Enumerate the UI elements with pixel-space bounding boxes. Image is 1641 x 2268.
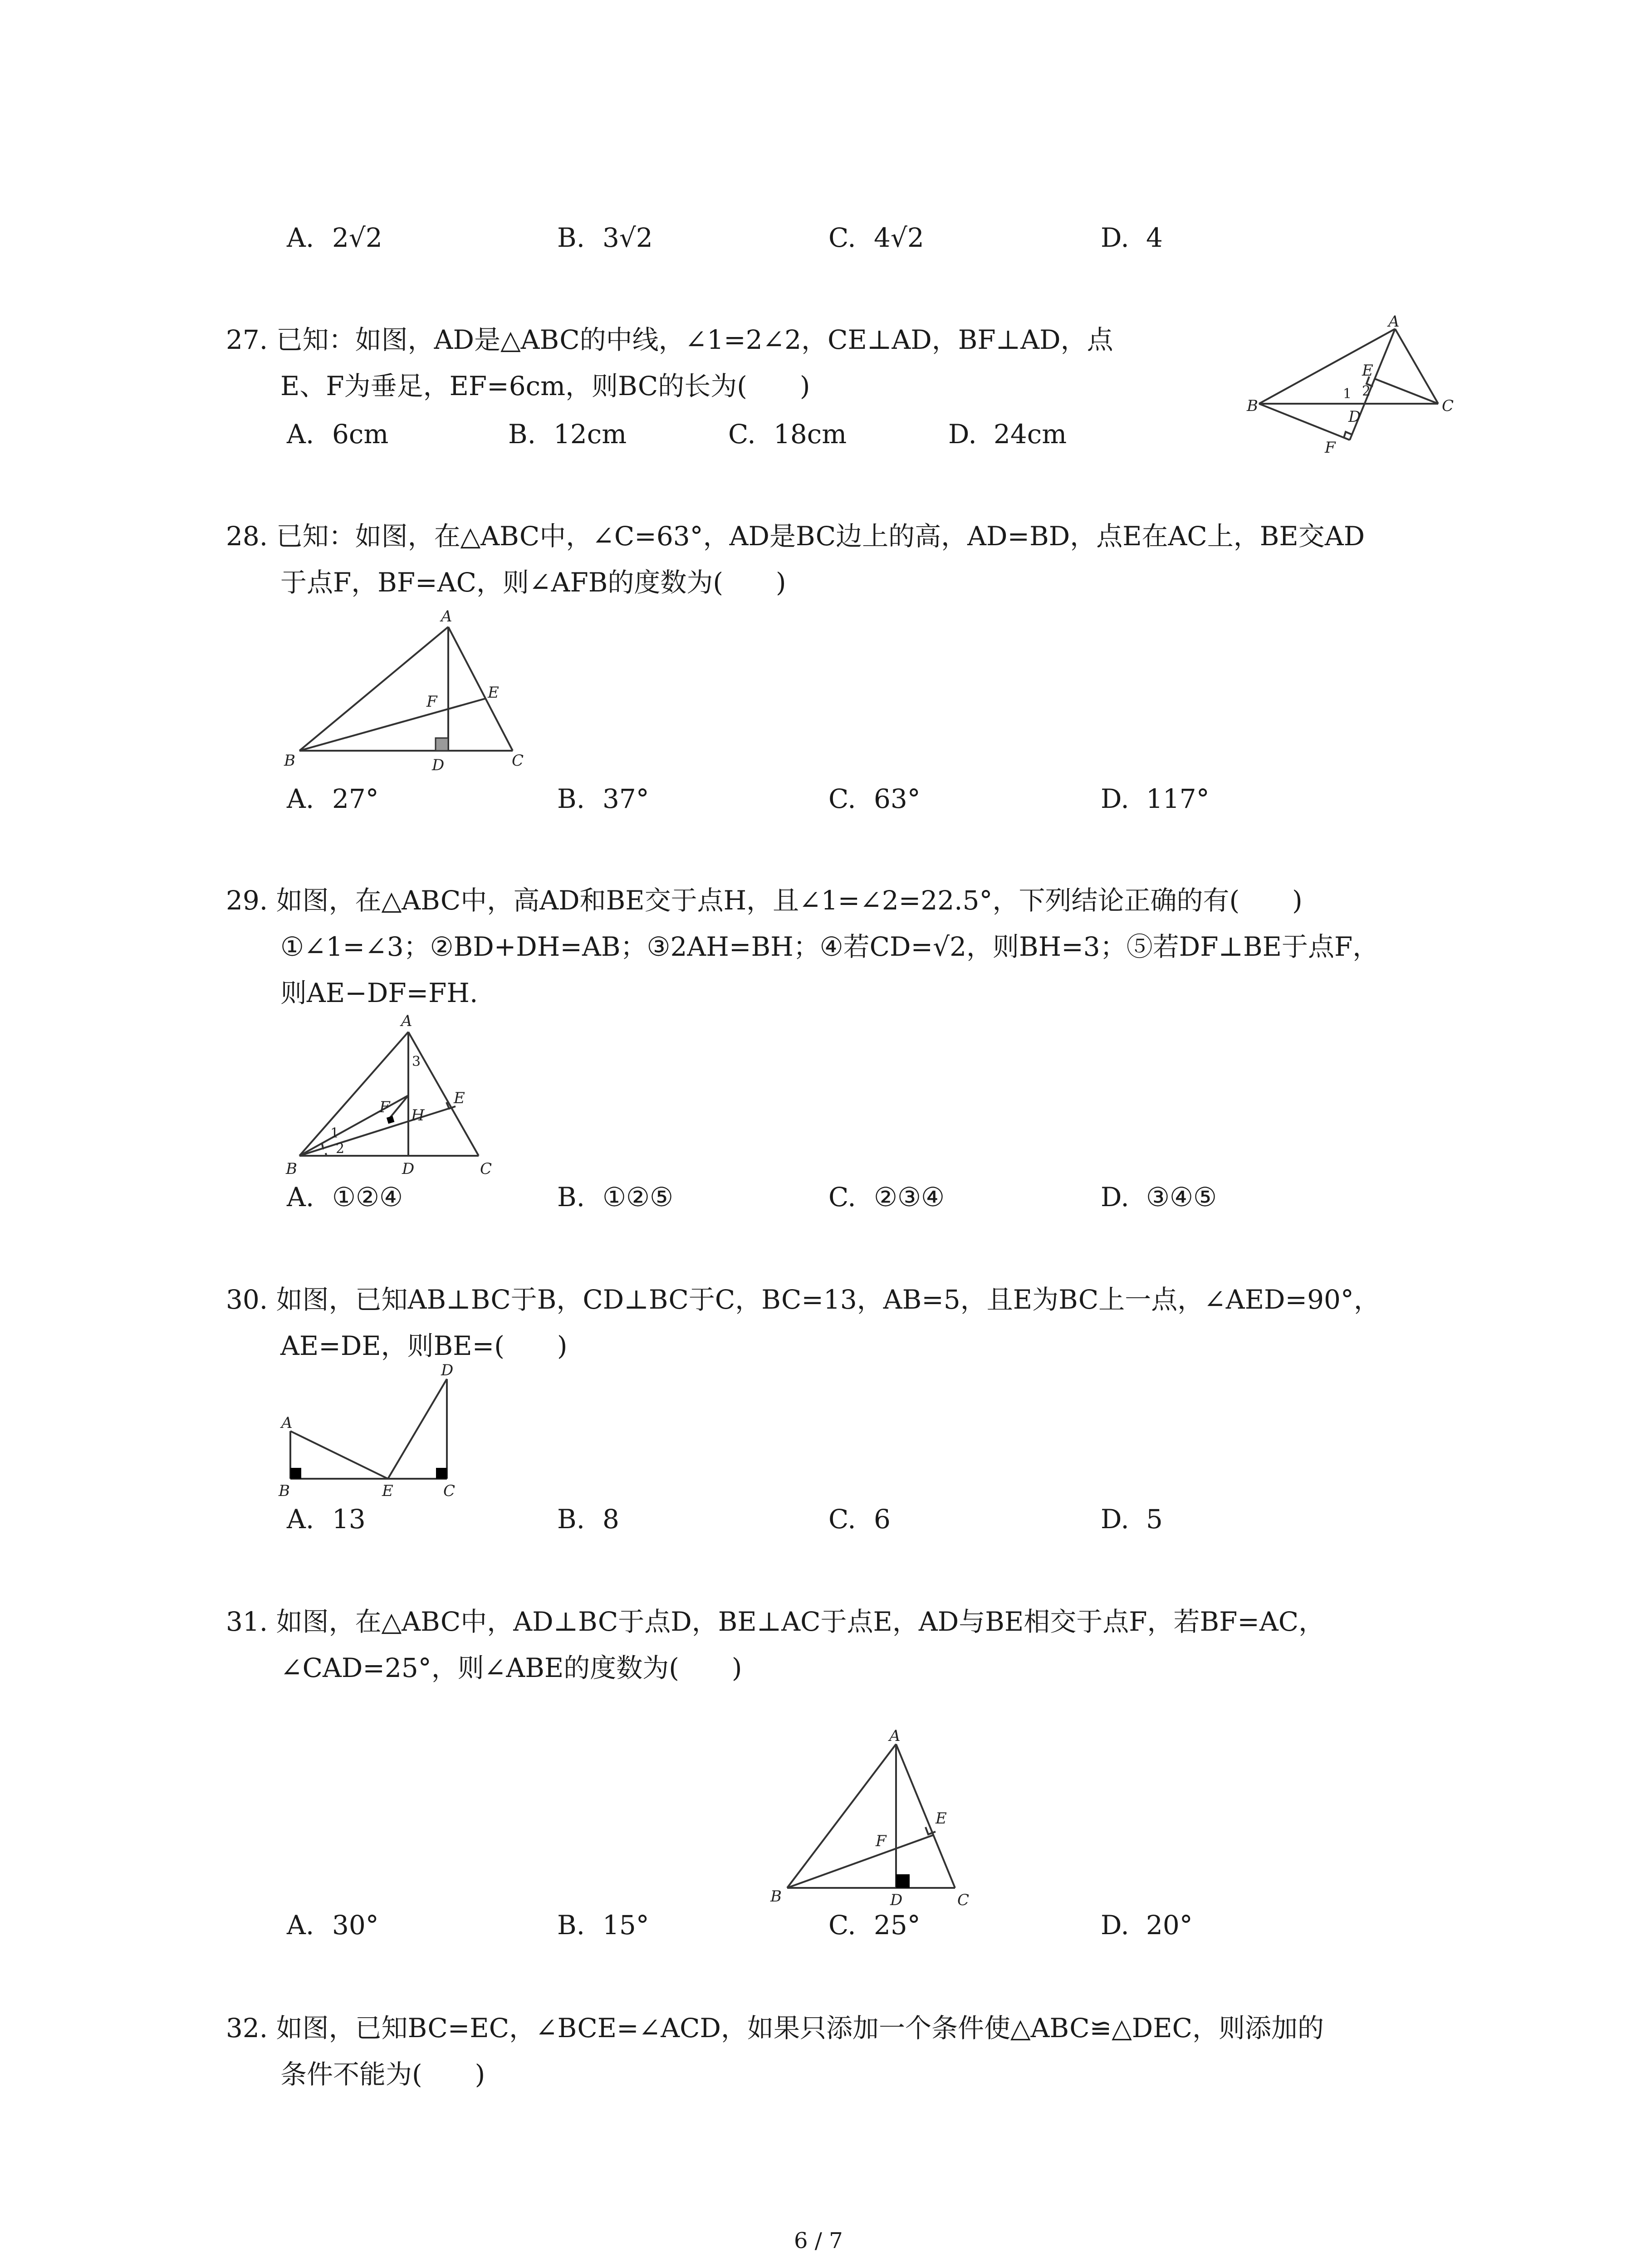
q26-option-a[interactable]: A. 2√2 — [287, 222, 382, 253]
q30-option-d[interactable]: D. 5 — [1101, 1504, 1163, 1535]
q31-label-f: F — [876, 1832, 887, 1850]
q27-label-angle2: 2 — [1362, 383, 1371, 399]
q27-label-e: E — [1362, 362, 1373, 380]
q30-label-a: A — [281, 1414, 293, 1432]
q31-stem-line2: ∠CAD=25°，则∠ABE的度数为( ) — [280, 1652, 742, 1683]
q31-label-d: D — [890, 1891, 903, 1909]
q28-label-e: E — [488, 684, 499, 702]
q29-option-b[interactable]: B. ①②⑤ — [557, 1182, 673, 1212]
q27-label-b: B — [1247, 397, 1258, 415]
q31-option-b[interactable]: B. 15° — [557, 1910, 649, 1941]
q28-option-c[interactable]: C. 63° — [828, 783, 921, 814]
q30-option-c[interactable]: C. 6 — [828, 1504, 891, 1535]
q30-option-a[interactable]: A. 13 — [287, 1504, 366, 1535]
q27-stem-line1: 27. 已知：如图，AD是△ABC的中线，∠1=2∠2，CE⊥AD，BF⊥AD，点 — [226, 324, 1113, 355]
q30-stem-line1: 30. 如图，已知AB⊥BC于B，CD⊥BC于C，BC=13，AB=5，且E为BC上一点，∠AED=90°， — [226, 1284, 1380, 1315]
q31-label-a: A — [889, 1727, 901, 1745]
q29-option-c[interactable]: C. ②③④ — [828, 1182, 945, 1212]
q27-label-a: A — [1388, 313, 1400, 331]
q31-label-c: C — [957, 1891, 970, 1909]
q31-label-e: E — [936, 1809, 947, 1828]
q31-label-b: B — [770, 1887, 782, 1906]
q27-stem-line2: E、F为垂足，EF=6cm，则BC的长为( ) — [280, 371, 810, 401]
q28-label-c: C — [512, 752, 524, 770]
q28-label-f: F — [426, 693, 437, 711]
q28-label-b: B — [284, 752, 295, 770]
q29-label-b: B — [286, 1160, 297, 1178]
q30-figure — [272, 1361, 472, 1501]
q29-option-a[interactable]: A. ①②④ — [287, 1182, 403, 1212]
q29-label-angle2: 2 — [336, 1141, 345, 1157]
q28-label-a: A — [441, 607, 452, 626]
q31-option-c[interactable]: C. 25° — [828, 1910, 921, 1941]
q27-figure — [1243, 308, 1461, 463]
q26-option-d[interactable]: D. 4 — [1101, 222, 1163, 253]
q31-figure — [767, 1724, 1003, 1914]
q27-option-b[interactable]: B. 12cm — [508, 419, 627, 450]
q27-option-c[interactable]: C. 18cm — [728, 419, 847, 450]
q28-label-d: D — [432, 756, 445, 774]
q29-label-a: A — [401, 1012, 412, 1030]
q26-option-c[interactable]: C. 4√2 — [828, 222, 924, 253]
q32-stem-line1: 32. 如图，已知BC=EC，∠BCE=∠ACD，如果只添加一个条件使△ABC≌△DEC，则添加的 — [226, 2013, 1324, 2043]
q29-label-c: C — [480, 1160, 492, 1178]
q28-stem-line1: 28. 已知：如图，在△ABC中，∠C=63°，AD是BC边上的高，AD=BD，点E在AC上，BE交AD — [226, 521, 1365, 552]
q30-label-d: D — [441, 1361, 454, 1379]
q29-option-d[interactable]: D. ③④⑤ — [1101, 1182, 1217, 1212]
q27-label-d: D — [1348, 408, 1361, 426]
q27-label-f: F — [1325, 439, 1336, 457]
q29-label-f: F — [379, 1098, 390, 1116]
q27-label-c: C — [1442, 397, 1454, 415]
q27-option-d[interactable]: D. 24cm — [948, 419, 1067, 450]
q29-label-d: D — [402, 1160, 415, 1178]
q28-figure — [272, 603, 535, 776]
q29-label-e: E — [454, 1089, 465, 1107]
q32-stem-line2: 条件不能为( ) — [280, 2059, 485, 2090]
q29-figure — [272, 1012, 508, 1179]
page-number: 6 / 7 — [794, 2228, 843, 2253]
q30-option-b[interactable]: B. 8 — [557, 1504, 619, 1535]
q27-label-angle1: 1 — [1343, 386, 1352, 402]
q30-label-e: E — [382, 1482, 393, 1500]
q28-stem-line2: 于点F，BF=AC，则∠AFB的度数为( ) — [280, 567, 786, 598]
q29-label-angle1: 1 — [330, 1125, 339, 1141]
q31-option-a[interactable]: A. 30° — [287, 1910, 379, 1941]
q30-label-c: C — [443, 1482, 456, 1500]
q29-stem-line2: ①∠1=∠3；②BD+DH=AB；③2AH=BH；④若CD=√2，则BH=3；⑤若DF⊥BE于点F， — [280, 931, 1379, 962]
q28-option-b[interactable]: B. 37° — [557, 783, 649, 814]
q29-label-angle3: 3 — [412, 1054, 421, 1070]
q30-label-b: B — [279, 1482, 290, 1500]
q27-option-a[interactable]: A. 6cm — [287, 419, 389, 450]
q28-option-d[interactable]: D. 117° — [1101, 783, 1210, 814]
q29-stem-line1: 29. 如图，在△ABC中，高AD和BE交于点H，且∠1=∠2=22.5°，下列结论正确的有( ) — [226, 885, 1303, 916]
q28-option-a[interactable]: A. 27° — [287, 783, 379, 814]
q30-stem-line2: AE=DE，则BE=( ) — [280, 1330, 568, 1361]
q29-label-h: H — [411, 1106, 425, 1124]
q31-stem-line1: 31. 如图，在△ABC中，AD⊥BC于点D，BE⊥AC于点E，AD与BE相交于点F，若BF=AC， — [226, 1606, 1325, 1637]
q31-option-d[interactable]: D. 20° — [1101, 1910, 1193, 1941]
q29-stem-line3: 则AE−DF=FH. — [280, 978, 478, 1008]
q26-option-b[interactable]: B. 3√2 — [557, 222, 653, 253]
